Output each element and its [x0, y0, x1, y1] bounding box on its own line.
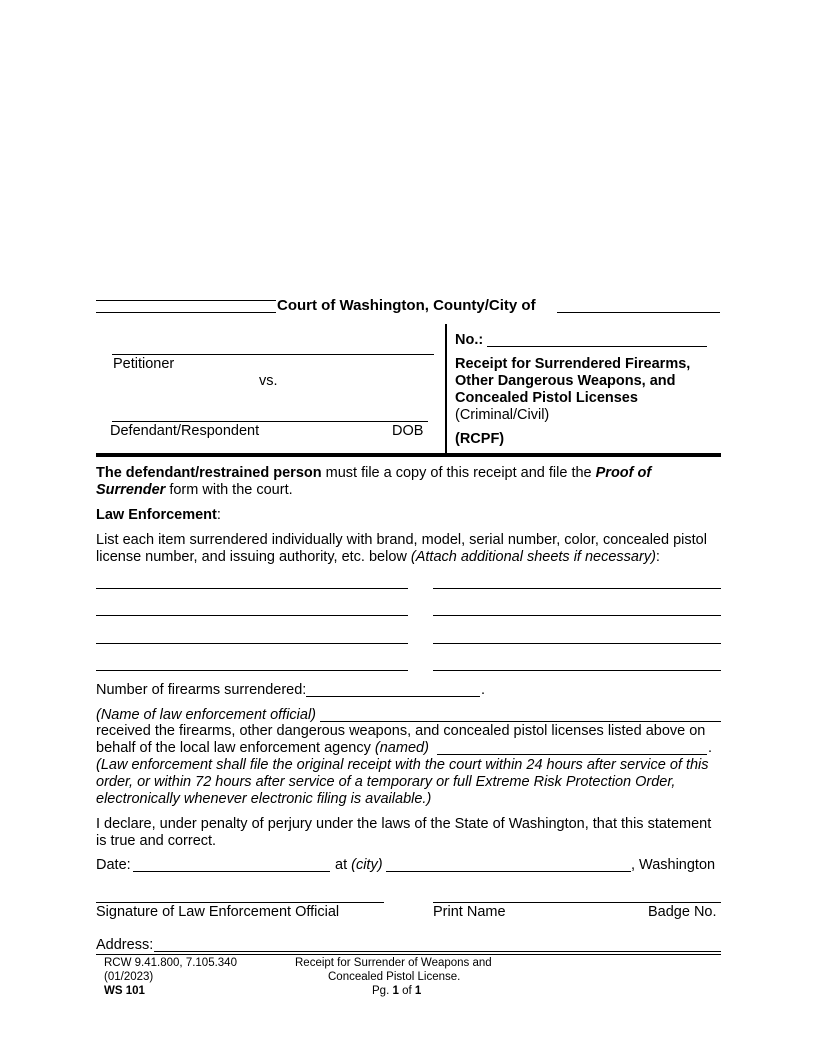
instruction-line1: [96, 465, 651, 482]
address-label: Address:: [96, 937, 154, 953]
at-label: at: [335, 857, 352, 873]
vs-label: vs.: [259, 373, 278, 389]
case-no-label: No.:: [455, 332, 484, 348]
instruction-mid: must file a copy of this receipt and file the: [321, 465, 596, 481]
item-line-left-1[interactable]: [96, 588, 408, 589]
item-line-left-2[interactable]: [96, 615, 408, 616]
list-instruction-plain: license number, and issuing authority, etc. below: [96, 549, 411, 565]
signature-label: Signature of Law Enforcement Official: [96, 904, 340, 920]
law-enforcement-colon: :: [216, 507, 221, 523]
item-line-left-4[interactable]: [96, 670, 408, 671]
behalf-line: [96, 740, 429, 757]
signature-field[interactable]: [96, 902, 384, 903]
agency-name-field[interactable]: [437, 754, 707, 755]
list-instruction-line1: List each item surrendered individually with brand, model, serial number, color, concealed pistol: [96, 532, 707, 548]
dob-label: DOB: [392, 423, 424, 439]
list-instruction-italic: (Attach additional sheets if necessary): [410, 549, 656, 565]
case-number-field[interactable]: [487, 346, 707, 347]
form-title-line2: Other Dangerous Weapons, and: [455, 373, 676, 389]
form-type: (Criminal/Civil): [455, 407, 550, 423]
washington-label: , Washington: [631, 857, 716, 873]
page-current: 1: [392, 985, 399, 997]
print-name-badge-field[interactable]: [433, 902, 721, 903]
behalf-italic: (named): [374, 740, 429, 756]
filing-note-line1: (Law enforcement shall file the original receipt with the court within 24 hours after service of this: [96, 757, 709, 773]
caption-bottom-rule: [96, 453, 721, 457]
form-title-line3: Concealed Pistol Licenses: [455, 390, 638, 406]
filing-note-line2: order, or within 72 hours after service of a temporary or full Extreme Risk Protection Order,: [96, 774, 676, 790]
footer-statute: RCW 9.41.800, 7.105.340: [104, 957, 237, 969]
declaration-line2: is true and correct.: [96, 833, 217, 849]
footer-rule: [96, 954, 721, 955]
filing-note-line3: electronically whenever electronic filing is available.): [96, 791, 432, 807]
print-name-label: Print Name: [433, 904, 506, 920]
law-enforcement-heading-text: Law Enforcement: [96, 507, 217, 523]
at-city-label: [335, 857, 383, 874]
footer-form-number: WS 101: [104, 985, 145, 997]
firearms-count-field[interactable]: [306, 696, 480, 697]
firearms-count-period: .: [481, 682, 486, 698]
instruction-line2: [96, 482, 293, 499]
court-title: Court of Washington, County/City of: [277, 297, 536, 314]
item-line-right-1[interactable]: [433, 588, 721, 589]
footer-page: [372, 984, 421, 998]
law-enforcement-heading: [96, 507, 221, 524]
form-title-line1: Receipt for Surrendered Firearms,: [455, 356, 691, 372]
address-field[interactable]: [154, 951, 721, 952]
date-field[interactable]: [133, 871, 330, 872]
county-blank-right[interactable]: [557, 312, 720, 313]
city-field[interactable]: [386, 871, 631, 872]
official-name-label: (Name of law enforcement official): [96, 707, 316, 723]
instruction-proof: Proof of: [595, 465, 652, 481]
instruction-end: form with the court.: [165, 482, 293, 498]
footer-title-line2: Concealed Pistol License.: [328, 971, 461, 983]
agency-period: .: [708, 740, 713, 756]
city-label: (city): [351, 857, 383, 873]
list-instruction-line2: [96, 549, 660, 566]
badge-label: Badge No.: [648, 904, 717, 920]
respondent-line[interactable]: [112, 421, 428, 422]
item-line-right-2[interactable]: [433, 615, 721, 616]
page-prefix: Pg.: [372, 985, 393, 997]
item-line-left-3[interactable]: [96, 643, 408, 644]
instruction-surrender: Surrender: [96, 482, 166, 498]
firearms-count-label: Number of firearms surrendered:: [96, 682, 307, 698]
behalf-plain: behalf of the local law enforcement agency: [96, 740, 375, 756]
item-line-right-4[interactable]: [433, 670, 721, 671]
respondent-label: Defendant/Respondent: [110, 423, 260, 439]
received-line: received the firearms, other dangerous weapons, and concealed pistol licenses listed above on: [96, 723, 706, 739]
instruction-bold: The defendant/restrained person: [96, 465, 322, 481]
page-total: 1: [414, 985, 422, 997]
footer-date-code: (01/2023): [104, 971, 154, 983]
form-code: (RCPF): [455, 431, 505, 447]
date-label: Date:: [96, 857, 131, 873]
page-of: of: [398, 985, 415, 997]
county-blank-left[interactable]: [96, 300, 276, 301]
item-line-right-3[interactable]: [433, 643, 721, 644]
petitioner-label: Petitioner: [113, 356, 175, 372]
official-name-field[interactable]: [320, 721, 721, 722]
list-instruction-end: :: [655, 549, 660, 565]
declaration-line1: I declare, under penalty of perjury under the laws of the State of Washington, that this statement: [96, 816, 712, 832]
petitioner-line[interactable]: [112, 354, 434, 355]
caption-divider: [445, 324, 447, 455]
footer-title-line1: Receipt for Surrender of Weapons and: [295, 957, 492, 969]
county-blank-underline: [96, 312, 276, 313]
